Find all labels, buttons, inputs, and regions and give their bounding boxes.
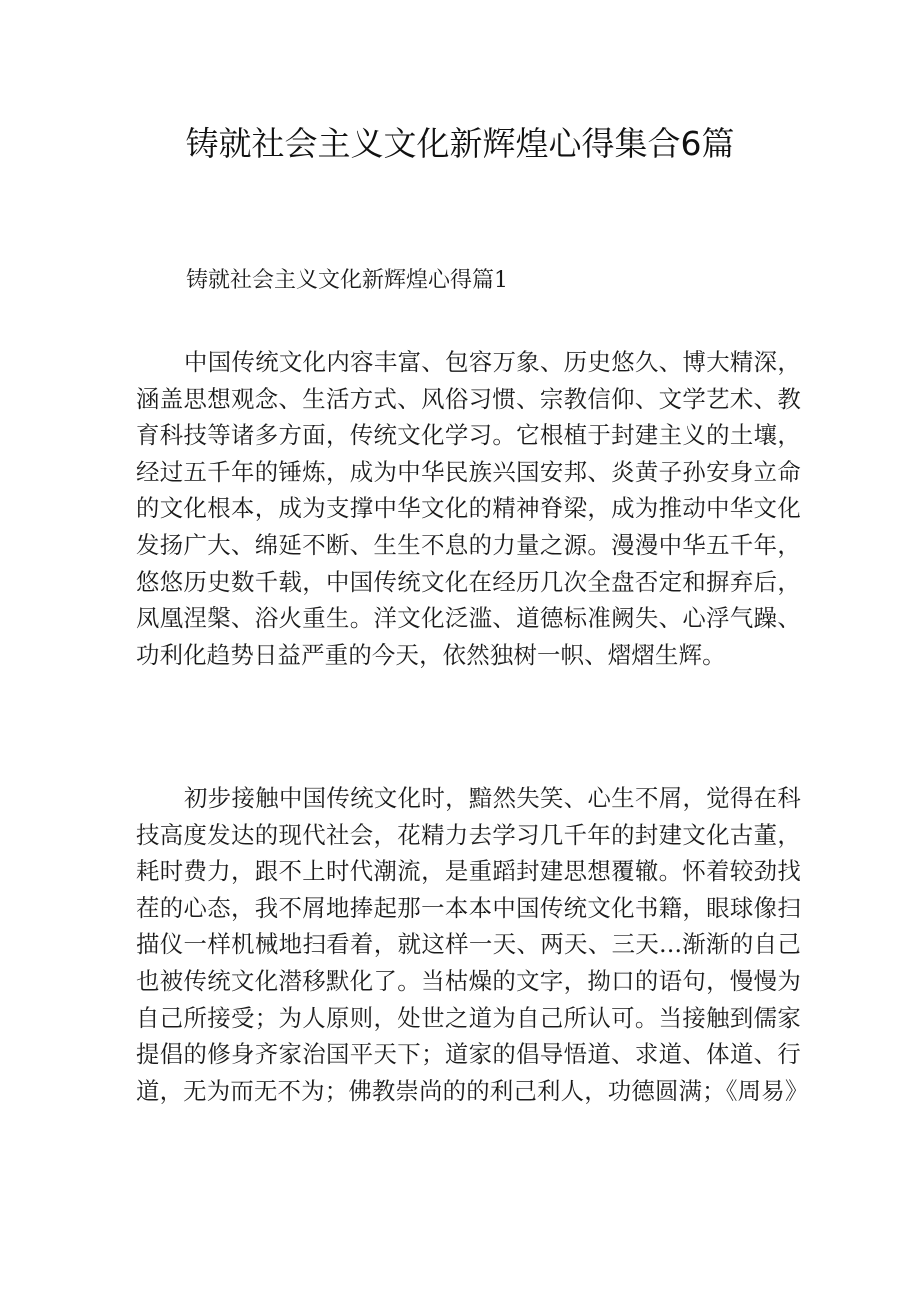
document-title: 铸就社会主义文化新辉煌心得集合6篇 — [185, 124, 735, 163]
paragraph-2: 初步接触中国传统文化时，黯然失笑、心生不屑，觉得在科技高度发达的现代社会，花精力去学习几千年的封建文化古董，耗时费力，跟不上时代潮流，是重蹈封建思想覆辙。怀着较劲找茬的心态，我不屑地捧起那一本本中国传统文化书籍，眼球像扫描仪一样机械地扫看着，就这样一天、两天、三天...渐渐的自己也被传统文化潜移默化了。当枯燥的文字，拗口的语句，慢慢为自己所接受；为人原则，处世之道为自己所认可。当接触到儒家提倡的修身齐家治国平天下；道家的倡导悟道、求道、体道、行道，无为而无不为；佛教崇尚的的利己利人，功德圆满；《周易》 — [136, 784, 809, 1105]
paragraph-1: 中国传统文化内容丰富、包容万象、历史悠久、博大精深，涵盖思想观念、生活方式、风俗习惯、宗教信仰、文学艺术、教育科技等诸多方面，传统文化学习。它根植于封建主义的土壤，经过五千年的锤炼，成为中华民族兴国安邦、炎黄子孙安身立命的文化根本，成为支撑中华文化的精神脊梁，成为推动中华文化发扬广大、绵延不断、生生不息的力量之源。漫漫中华五千年，悠悠历史数千载，中国传统文化在经历几次全盘否定和摒弃后，凤凰涅槃、浴火重生。洋文化泛滥、道德标准阙失、心浮气躁、功利化趋势日益严重的今天，依然独树一帜、熠熠生辉。 — [136, 348, 801, 669]
section-heading: 铸就社会主义文化新辉煌心得篇1 — [186, 268, 508, 293]
